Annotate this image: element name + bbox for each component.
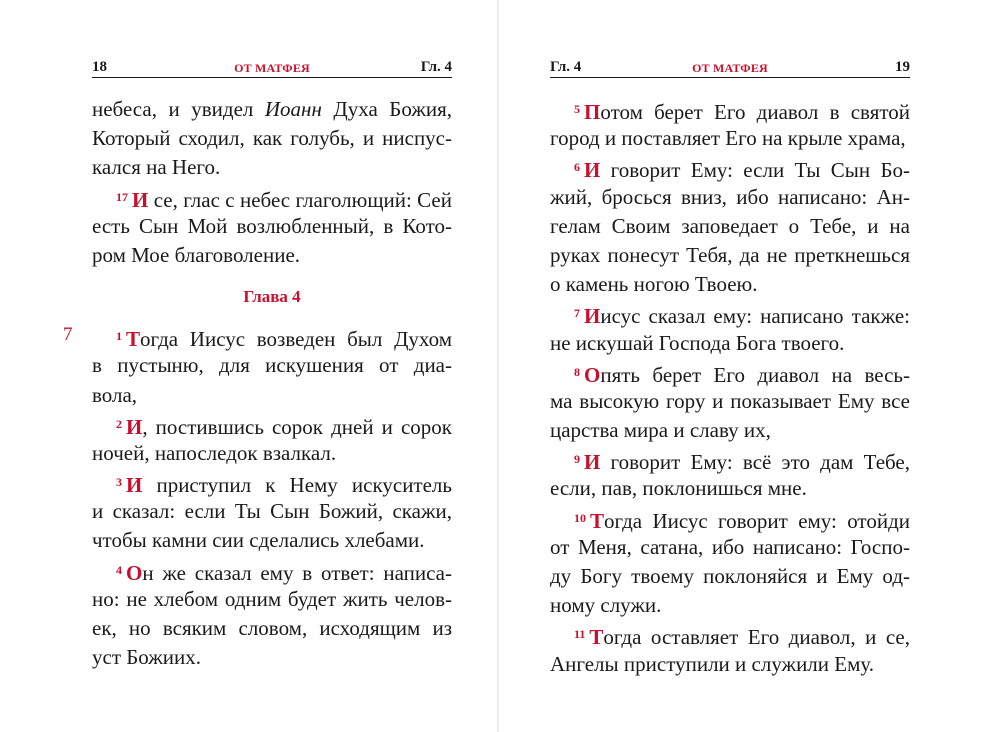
verse-7: $^7$ Иисус сказал ему: написано также: не искушай Господа Бога твоего. [550, 304, 910, 355]
text-line: небеса, и увидел Иоанн Духа Божия, [92, 97, 452, 121]
right-page [550, 0, 910, 732]
verse-number: 17 [116, 189, 128, 204]
verse-1: $^1$ Тогда Иисус возведен был Духом в пустыню, для искушения от диа- вола, [92, 327, 452, 407]
left-text-block [92, 95, 452, 672]
running-title: ОТ МАТФЕЯ [692, 61, 768, 75]
left-page [92, 0, 452, 732]
page-number: 19 [895, 59, 910, 75]
text-line: кался на Него. [92, 155, 221, 180]
text-line: Который сходил, как голубь, и ниспус- [92, 126, 452, 151]
verse-4: $^4$ Он же сказал ему в ответ: написа- но: не хлебом одним будет жить челов- ек, но всяким словом, исходящим из уст Божиих. [92, 560, 452, 670]
right-running-head [550, 59, 910, 78]
verse-number: 3 [116, 475, 122, 490]
verse-number: 2 [116, 416, 122, 431]
chapter-reference: Гл. 4 [420, 59, 452, 75]
book-gutter [497, 0, 499, 732]
verse-number: 4 [116, 562, 122, 577]
left-running-head [92, 59, 452, 78]
chapter-heading: Глава 4 [243, 287, 301, 307]
verse-number: 8 [574, 364, 580, 379]
verse-number: 9 [574, 452, 580, 467]
right-text-block [550, 95, 910, 679]
verse-3: $^3$ И приступил к Нему искуситель и сказал: если Ты Сын Божий, скажи, чтобы камни сии сделались хлебами. [92, 473, 452, 553]
verse-11: $^{11}$ Тогда оставляет Его диавол, и се, Ангелы приступили и служили Ему. [550, 625, 910, 676]
margin-reading-number: 7 [63, 324, 73, 345]
running-title: ОТ МАТФЕЯ [234, 61, 310, 75]
verse-number: 7 [574, 306, 580, 321]
verse-number: 1 [116, 329, 122, 344]
verse-2: $^2$ И, постившись сорок дней и сорок ночей, напоследок взалкал. [92, 414, 452, 465]
page-number: 18 [92, 59, 107, 75]
chapter-reference: Гл. 4 [550, 59, 582, 75]
verse-number: 6 [574, 160, 580, 175]
verse-number: 11 [574, 627, 586, 642]
verse-17: $^{17}$ И се, глас с небес глаголющий: Сей есть Сын Мой возлюбленный, в Кото- ром Мое благоволение. [92, 187, 452, 267]
verse-10: $^{10}$ Тогда Иисус говорит ему: отойди от Меня, сатана, ибо написано: Госпо- ду Богу твоему поклоняйся и Ему од- ному служи. [550, 508, 910, 618]
verse-9: $^9$ И говорит Ему: всё это дам Тебе, если, пав, поклонишься мне. [550, 450, 910, 501]
verse-8: $^8$ Опять берет Его диавол на весь- ма высокую гору и показывает Ему все царства мира и славу их, [550, 362, 910, 443]
verse-number: 5 [574, 102, 580, 116]
verse-6: $^6$ И говорит Ему: если Ты Сын Бо- жий, бросься вниз, ибо написано: Ан- гелам Своим заповедает о Тебе, и на руках понесут Тебя, да не преткнешься о камень ногою Твоею. [550, 158, 910, 297]
verse-5: $^5$ Потом берет Его диавол в святой город и поставляет Его на крыле храма, [550, 100, 910, 151]
verse-number: 10 [574, 510, 586, 525]
